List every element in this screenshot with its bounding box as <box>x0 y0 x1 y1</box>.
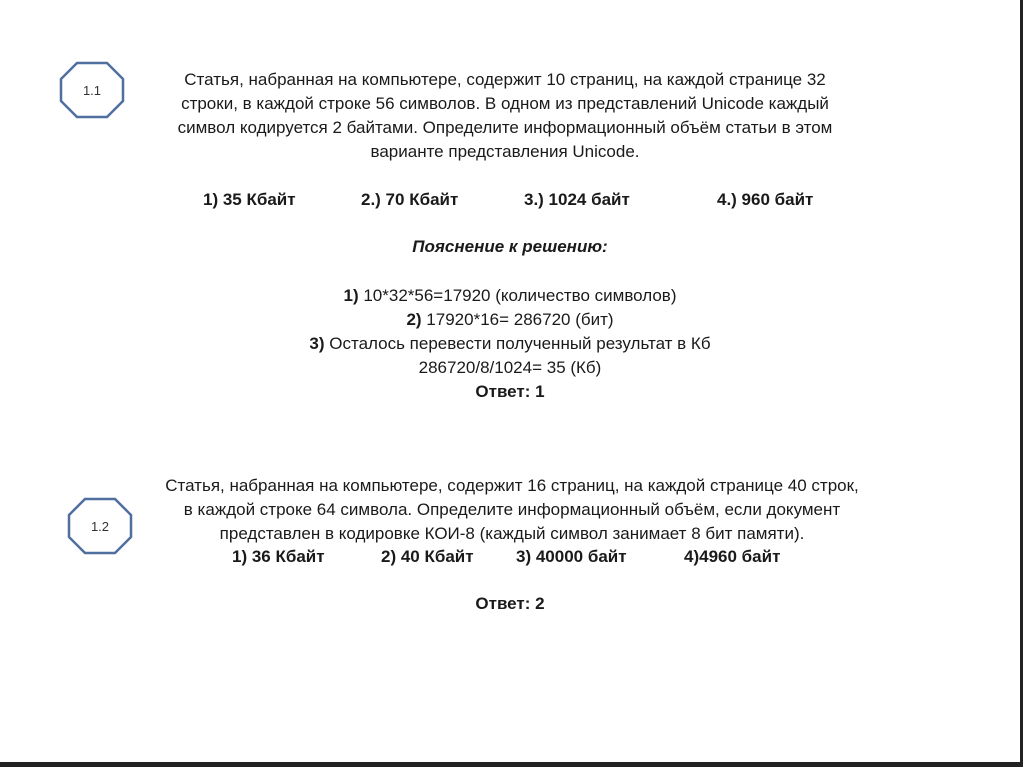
step-number: 1) <box>343 286 359 305</box>
option-2: 2.) 70 Кбайт <box>361 190 459 209</box>
task1-question <box>140 68 870 164</box>
question-line: варианте представления Unicode. <box>370 142 640 161</box>
step-3 <box>210 332 810 356</box>
question-line: Статья, набранная на компьютере, содержит 10 страниц, на каждой странице 32 <box>184 70 826 89</box>
step-number: 3) <box>309 334 325 353</box>
task2-question <box>130 474 894 546</box>
task-number-1: 1.1 <box>82 82 102 98</box>
question-line: в каждой строке 64 символа. Определите информационный объём, если документ <box>183 500 841 519</box>
step-number: 2) <box>406 310 422 329</box>
step-2 <box>210 308 810 332</box>
calculation: 286720/8/1024= 35 (Кб) <box>418 358 602 377</box>
option-1: 1) 35 Кбайт <box>203 190 296 209</box>
question-line: строки, в каждой строке 56 символов. В одном из представлений Unicode каждый <box>181 94 829 113</box>
task-number-badge-1 <box>59 61 125 119</box>
question-line: представлен в кодировке КОИ-8 (каждый символ занимает 8 бит памяти). <box>219 524 805 543</box>
step-1 <box>210 284 810 308</box>
step-text: 17920*16= 286720 (бит) <box>421 310 614 329</box>
task-number-2: 1.2 <box>90 518 110 534</box>
step-text: Осталось перевести полученный результат в Кб <box>324 334 711 353</box>
option-4: 4.) 960 байт <box>717 190 814 209</box>
answer-2: Ответ: 2 <box>475 594 545 613</box>
question-line: символ кодируется 2 байтами. Определите информационный объём статьи в этом <box>177 118 833 137</box>
answer-1: Ответ: 1 <box>475 382 545 401</box>
task2-answer <box>360 592 660 616</box>
step-text: 10*32*56=17920 (количество символов) <box>358 286 677 305</box>
option-3: 3) 40000 байт <box>516 547 627 566</box>
solution-steps <box>210 284 810 404</box>
option-4: 4)4960 байт <box>684 547 781 566</box>
explanation-title <box>260 235 760 259</box>
explanation-title-text: Пояснение к решению: <box>412 237 608 256</box>
task2-options <box>0 545 1020 569</box>
option-1: 1) 36 Кбайт <box>232 547 325 566</box>
option-2: 2) 40 Кбайт <box>381 547 474 566</box>
option-3: 3.) 1024 байт <box>524 190 630 209</box>
task1-options <box>0 188 1020 212</box>
question-line: Статья, набранная на компьютере, содержит 16 страниц, на каждой странице 40 строк, <box>165 476 859 495</box>
